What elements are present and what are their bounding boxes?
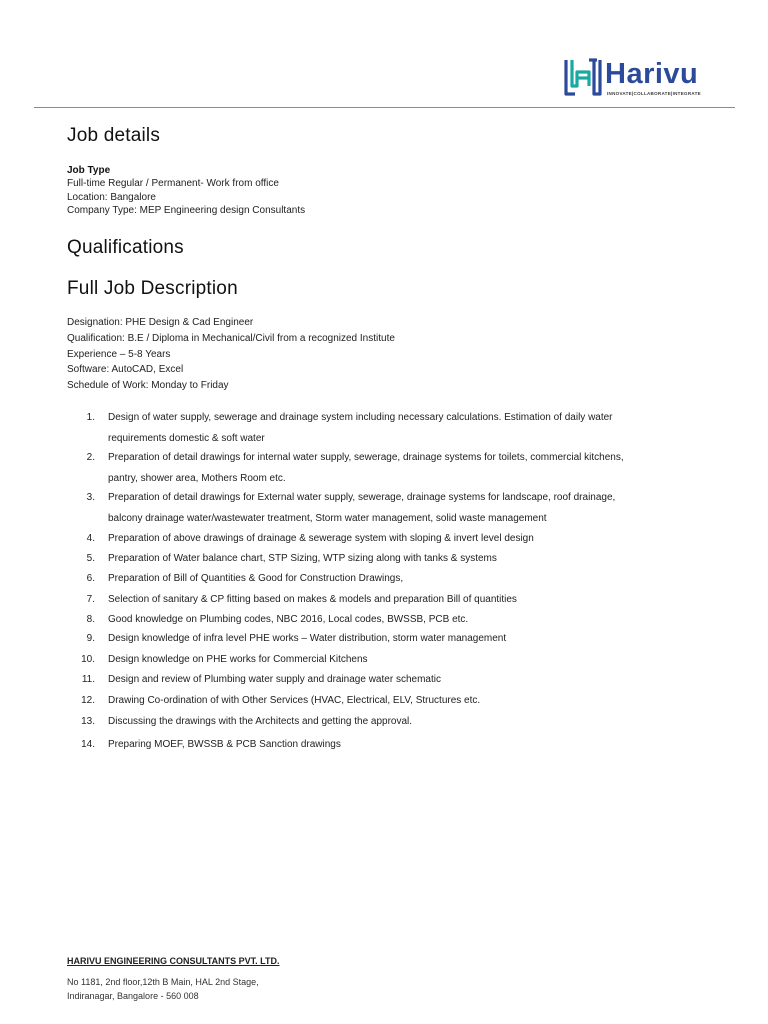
header-divider bbox=[34, 107, 735, 108]
list-item-number: 13. bbox=[81, 716, 95, 727]
list-item-text bbox=[108, 408, 698, 449]
list-item-number: 12. bbox=[81, 695, 95, 706]
list-item-text: Selection of sanitary & CP fitting based on makes & models and preparation Bill of quantities bbox=[108, 594, 517, 605]
schedule-line: Schedule of Work: Monday to Friday bbox=[67, 380, 229, 391]
list-item-number: 6. bbox=[86, 573, 95, 584]
list-item-number: 9. bbox=[86, 633, 95, 644]
company-logo bbox=[563, 56, 703, 102]
location-line: Location: Bangalore bbox=[67, 192, 156, 203]
list-item-text: Design knowledge on PHE works for Commercial Kitchens bbox=[108, 654, 368, 665]
list-item-text: Discussing the drawings with the Architects and getting the approval. bbox=[108, 716, 413, 727]
footer-address-line-2: Indiranagar, Bangalore - 560 008 bbox=[67, 991, 199, 1001]
list-item-number: 4. bbox=[86, 533, 95, 544]
qualifications-heading: Qualifications bbox=[67, 237, 184, 258]
list-item-number: 14. bbox=[81, 739, 95, 750]
list-item-text: Good knowledge on Plumbing codes, NBC 2016, Local codes, BWSSB, PCB etc. bbox=[108, 614, 469, 625]
list-item-text: Design knowledge of infra level PHE works – Water distribution, storm water management bbox=[108, 633, 507, 644]
list-item-text: Preparation of Bill of Quantities & Good for Construction Drawings, bbox=[108, 573, 404, 584]
list-item-text: Drawing Co-ordination of with Other Services (HVAC, Electrical, ELV, Structures etc. bbox=[108, 695, 481, 706]
page-header bbox=[0, 0, 768, 110]
list-item-number: 1. bbox=[86, 412, 95, 423]
list-item-text: Preparation of Water balance chart, STP Sizing, WTP sizing along with tanks & systems bbox=[108, 553, 497, 564]
list-item-number: 3. bbox=[86, 492, 95, 503]
footer-address-line-1: No 1181, 2nd floor,12th B Main, HAL 2nd Stage, bbox=[67, 977, 259, 987]
harivu-h-logo-icon bbox=[563, 56, 603, 98]
list-item-text bbox=[108, 488, 698, 529]
brand-tagline: INNOVATE|COLLABORATE|INTEGRATE bbox=[607, 91, 701, 96]
list-item-number: 8. bbox=[86, 614, 95, 625]
job-details-heading: Job details bbox=[67, 125, 161, 146]
list-item-line: Preparation of detail drawings for External water supply, sewerage, drainage systems for landscape, roof drainage, bbox=[108, 492, 616, 503]
list-item-line: Preparation of detail drawings for internal water supply, sewerage, drainage systems for toilets, commercial kitchens, bbox=[108, 452, 624, 463]
list-item-number: 7. bbox=[86, 594, 95, 605]
designation-line: Designation: PHE Design & Cad Engineer bbox=[67, 317, 254, 328]
list-item-number: 5. bbox=[86, 553, 95, 564]
brand-name: Harivu bbox=[605, 58, 699, 90]
list-item-number: 2. bbox=[86, 452, 95, 463]
job-type-label: Job Type bbox=[67, 165, 111, 176]
list-item-text: Preparing MOEF, BWSSB & PCB Sanction drawings bbox=[108, 739, 341, 750]
list-item-text bbox=[108, 448, 698, 489]
list-item-line: Design of water supply, sewerage and drainage system including necessary calculations. Estimation of daily water bbox=[108, 412, 613, 423]
footer-company-name: HARIVU ENGINEERING CONSULTANTS PVT. LTD. bbox=[67, 956, 280, 966]
list-item-number: 10. bbox=[81, 654, 95, 665]
list-item-text: Design and review of Plumbing water supply and drainage water schematic bbox=[108, 674, 441, 685]
company-type-line: Company Type: MEP Engineering design Consultants bbox=[67, 205, 306, 216]
software-line: Software: AutoCAD, Excel bbox=[67, 364, 184, 375]
list-item-line: balcony drainage water/wastewater treatment, Storm water management, solid waste management bbox=[108, 512, 547, 524]
experience-line: Experience – 5-8 Years bbox=[67, 349, 171, 360]
qualification-line: Qualification: B.E / Diploma in Mechanical/Civil from a recognized Institute bbox=[67, 333, 395, 344]
job-type-value: Full-time Regular / Permanent- Work from office bbox=[67, 178, 279, 189]
full-description-heading: Full Job Description bbox=[67, 278, 238, 299]
list-item-text: Preparation of above drawings of drainage & sewerage system with sloping & invert level design bbox=[108, 533, 534, 544]
list-item-number: 11. bbox=[81, 674, 95, 685]
list-item-line: pantry, shower area, Mothers Room etc. bbox=[108, 472, 286, 484]
list-item-line: requirements domestic & soft water bbox=[108, 432, 265, 444]
